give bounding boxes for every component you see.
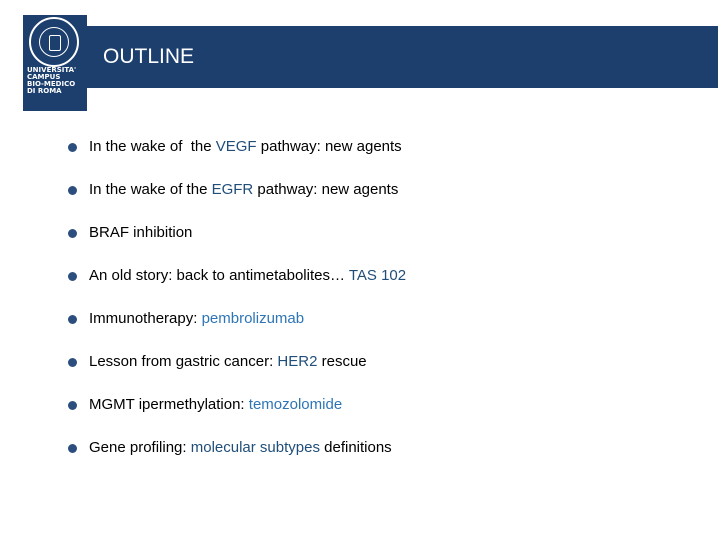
outline-item-text-end: pathway: new agents: [253, 181, 399, 198]
bullet-icon: [68, 143, 77, 152]
outline-item: [68, 353, 406, 396]
outline-item-text: Gene profiling:: [89, 439, 191, 456]
slide-title: OUTLINE: [103, 45, 195, 68]
university-seal-icon: [29, 17, 79, 67]
university-name: UNIVERSITA' CAMPUS BIO-MEDICO DI ROMA: [27, 66, 77, 95]
bullet-icon: [68, 229, 77, 238]
outline-item-highlight: pembrolizumab: [201, 310, 305, 327]
outline-item-highlight: temozolomide: [248, 396, 343, 413]
outline-item: [68, 181, 406, 224]
outline-item-highlight: TAS 102: [348, 267, 407, 284]
outline-item-text: In the wake of the: [89, 181, 212, 198]
outline-item: [68, 138, 406, 181]
bullet-icon: [68, 401, 77, 410]
outline-item-text-end: pathway: new agents: [256, 138, 402, 155]
outline-item: [68, 224, 406, 267]
outline-item: [68, 267, 406, 310]
outline-item-text-end: rescue: [317, 353, 367, 370]
bullet-icon: [68, 358, 77, 367]
outline-item: [68, 396, 406, 439]
bullet-icon: [68, 186, 77, 195]
outline-item: [68, 439, 406, 482]
seal-emblem-icon: [49, 35, 61, 51]
outline-item-highlight: HER2: [277, 353, 318, 370]
bullet-icon: [68, 444, 77, 453]
outline-item-highlight: EGFR: [211, 181, 254, 198]
outline-item-text: In the wake of the: [89, 138, 216, 155]
bullet-icon: [68, 315, 77, 324]
outline-item-text: Lesson from gastric cancer:: [89, 353, 278, 370]
bullet-icon: [68, 272, 77, 281]
title-bar: [87, 26, 718, 88]
outline-item: [68, 310, 406, 353]
outline-item-text: Immunotherapy:: [89, 310, 202, 327]
outline-item-text-end: definitions: [319, 439, 392, 456]
outline-item-text: An old story: back to antimetabolites…: [89, 267, 349, 284]
outline-item-highlight: molecular subtypes: [190, 439, 320, 456]
outline-item-text: MGMT ipermethylation:: [89, 396, 249, 413]
outline-item-highlight: VEGF: [215, 138, 257, 155]
outline-list: [68, 138, 406, 482]
university-logo: [23, 15, 87, 111]
outline-item-text: BRAF inhibition: [89, 224, 193, 241]
seal-inner-ring: [39, 27, 69, 57]
